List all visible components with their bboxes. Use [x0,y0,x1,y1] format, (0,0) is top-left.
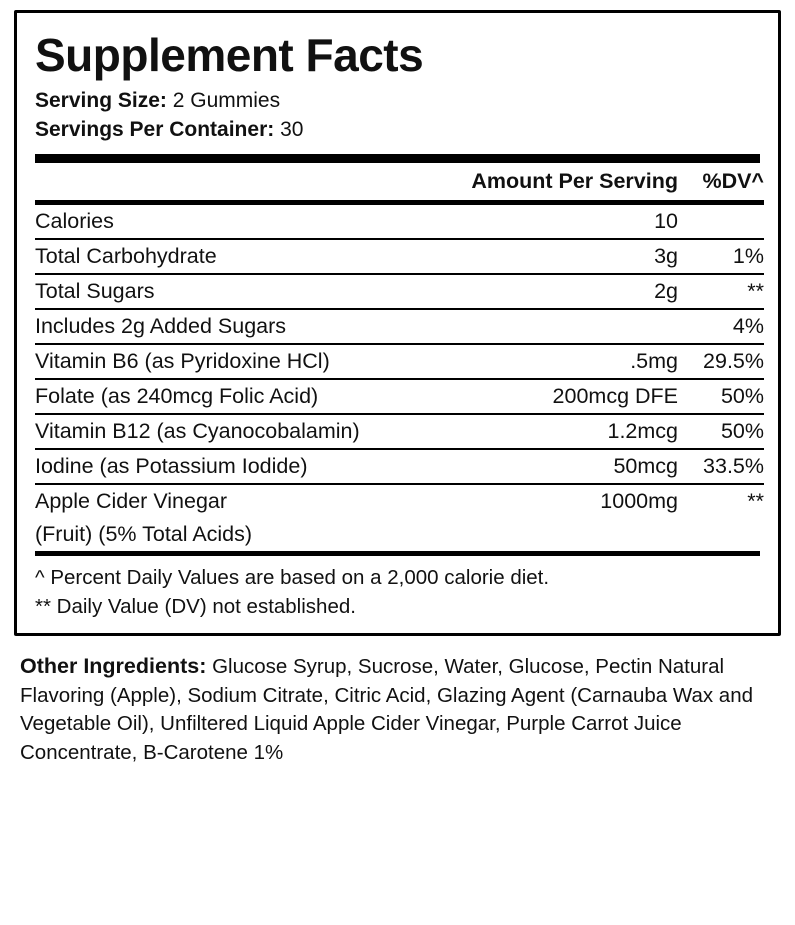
row-name: Vitamin B6 (as Pyridoxine HCl) [35,344,428,379]
row-amount: 1000mg [428,484,678,518]
table-row [35,449,764,484]
row-dv [678,202,764,239]
servings-per-container-label: Servings Per Container: [35,117,275,141]
row-amount [428,309,678,344]
row-amount: 200mcg DFE [428,379,678,414]
row-dv: 4% [678,309,764,344]
row-dv: ** [678,484,764,518]
footnote-dv-not-established: ** Daily Value (DV) not established. [35,594,356,618]
table-row [35,484,764,518]
serving-size-line [35,87,762,115]
row-dv [678,518,764,551]
other-ingredients-label: Other Ingredients: [20,654,207,679]
row-dv: 29.5% [678,344,764,379]
panel-title: Supplement Facts [35,29,424,81]
header-amount-per-serving: Amount Per Serving [471,168,678,193]
table-row [35,344,764,379]
row-name: Iodine (as Potassium Iodide) [35,449,428,484]
serving-size-label: Serving Size: [35,89,167,113]
servings-per-container-value: 30 [280,117,304,141]
row-name: (Fruit) (5% Total Acids) [35,521,253,546]
row-name: Folate (as 240mcg Folic Acid) [35,379,428,414]
supplement-facts-panel [14,10,781,636]
row-name: Apple Cider Vinegar [35,484,428,518]
divider-above-footnotes [35,551,760,556]
other-ingredients [20,652,775,767]
table-row [35,518,764,551]
row-amount: 3g [428,239,678,274]
row-dv: 33.5% [678,449,764,484]
servings-per-container-line [35,116,762,144]
footnotes [35,564,760,621]
table-row [35,414,764,449]
row-dv: 1% [678,239,764,274]
serving-size-value: 2 Gummies [172,89,281,113]
row-dv: ** [678,274,764,309]
row-name: Vitamin B12 (as Cyanocobalamin) [35,414,428,449]
row-dv: 50% [678,379,764,414]
row-name: Includes 2g Added Sugars [35,309,428,344]
row-amount: 1.2mcg [428,414,678,449]
table-row [35,274,764,309]
row-amount: 50mcg [428,449,678,484]
header-dv: %DV^ [702,168,764,193]
table-row [35,379,764,414]
row-amount: .5mg [428,344,678,379]
other-ingredients-text: Glucose Syrup, Sucrose, Water, Glucose, Pectin Natural Flavoring (Apple), Sodium Citrate, Citric Acid, Glazing Agent (Carnauba Wax and Vegetable Oil), Unfiltered Liquid Apple Cider Vinegar, Purple Carrot Juice Concentrate, B-Carotene 1% [20,655,754,764]
row-dv: 50% [678,414,764,449]
row-amount: 10 [428,202,678,239]
row-name: Total Carbohydrate [35,239,428,274]
nutrition-table [35,163,764,551]
footnote-daily-value: ^ Percent Daily Values are based on a 2,000 calorie diet. [35,565,550,589]
table-header-row [35,163,764,203]
row-name: Total Sugars [35,274,428,309]
header-spacer [35,163,428,203]
table-row [35,202,764,239]
divider-thick-top [35,154,760,163]
row-amount [428,518,678,551]
row-amount: 2g [428,274,678,309]
table-row [35,239,764,274]
row-name: Calories [35,202,428,239]
table-row [35,309,764,344]
